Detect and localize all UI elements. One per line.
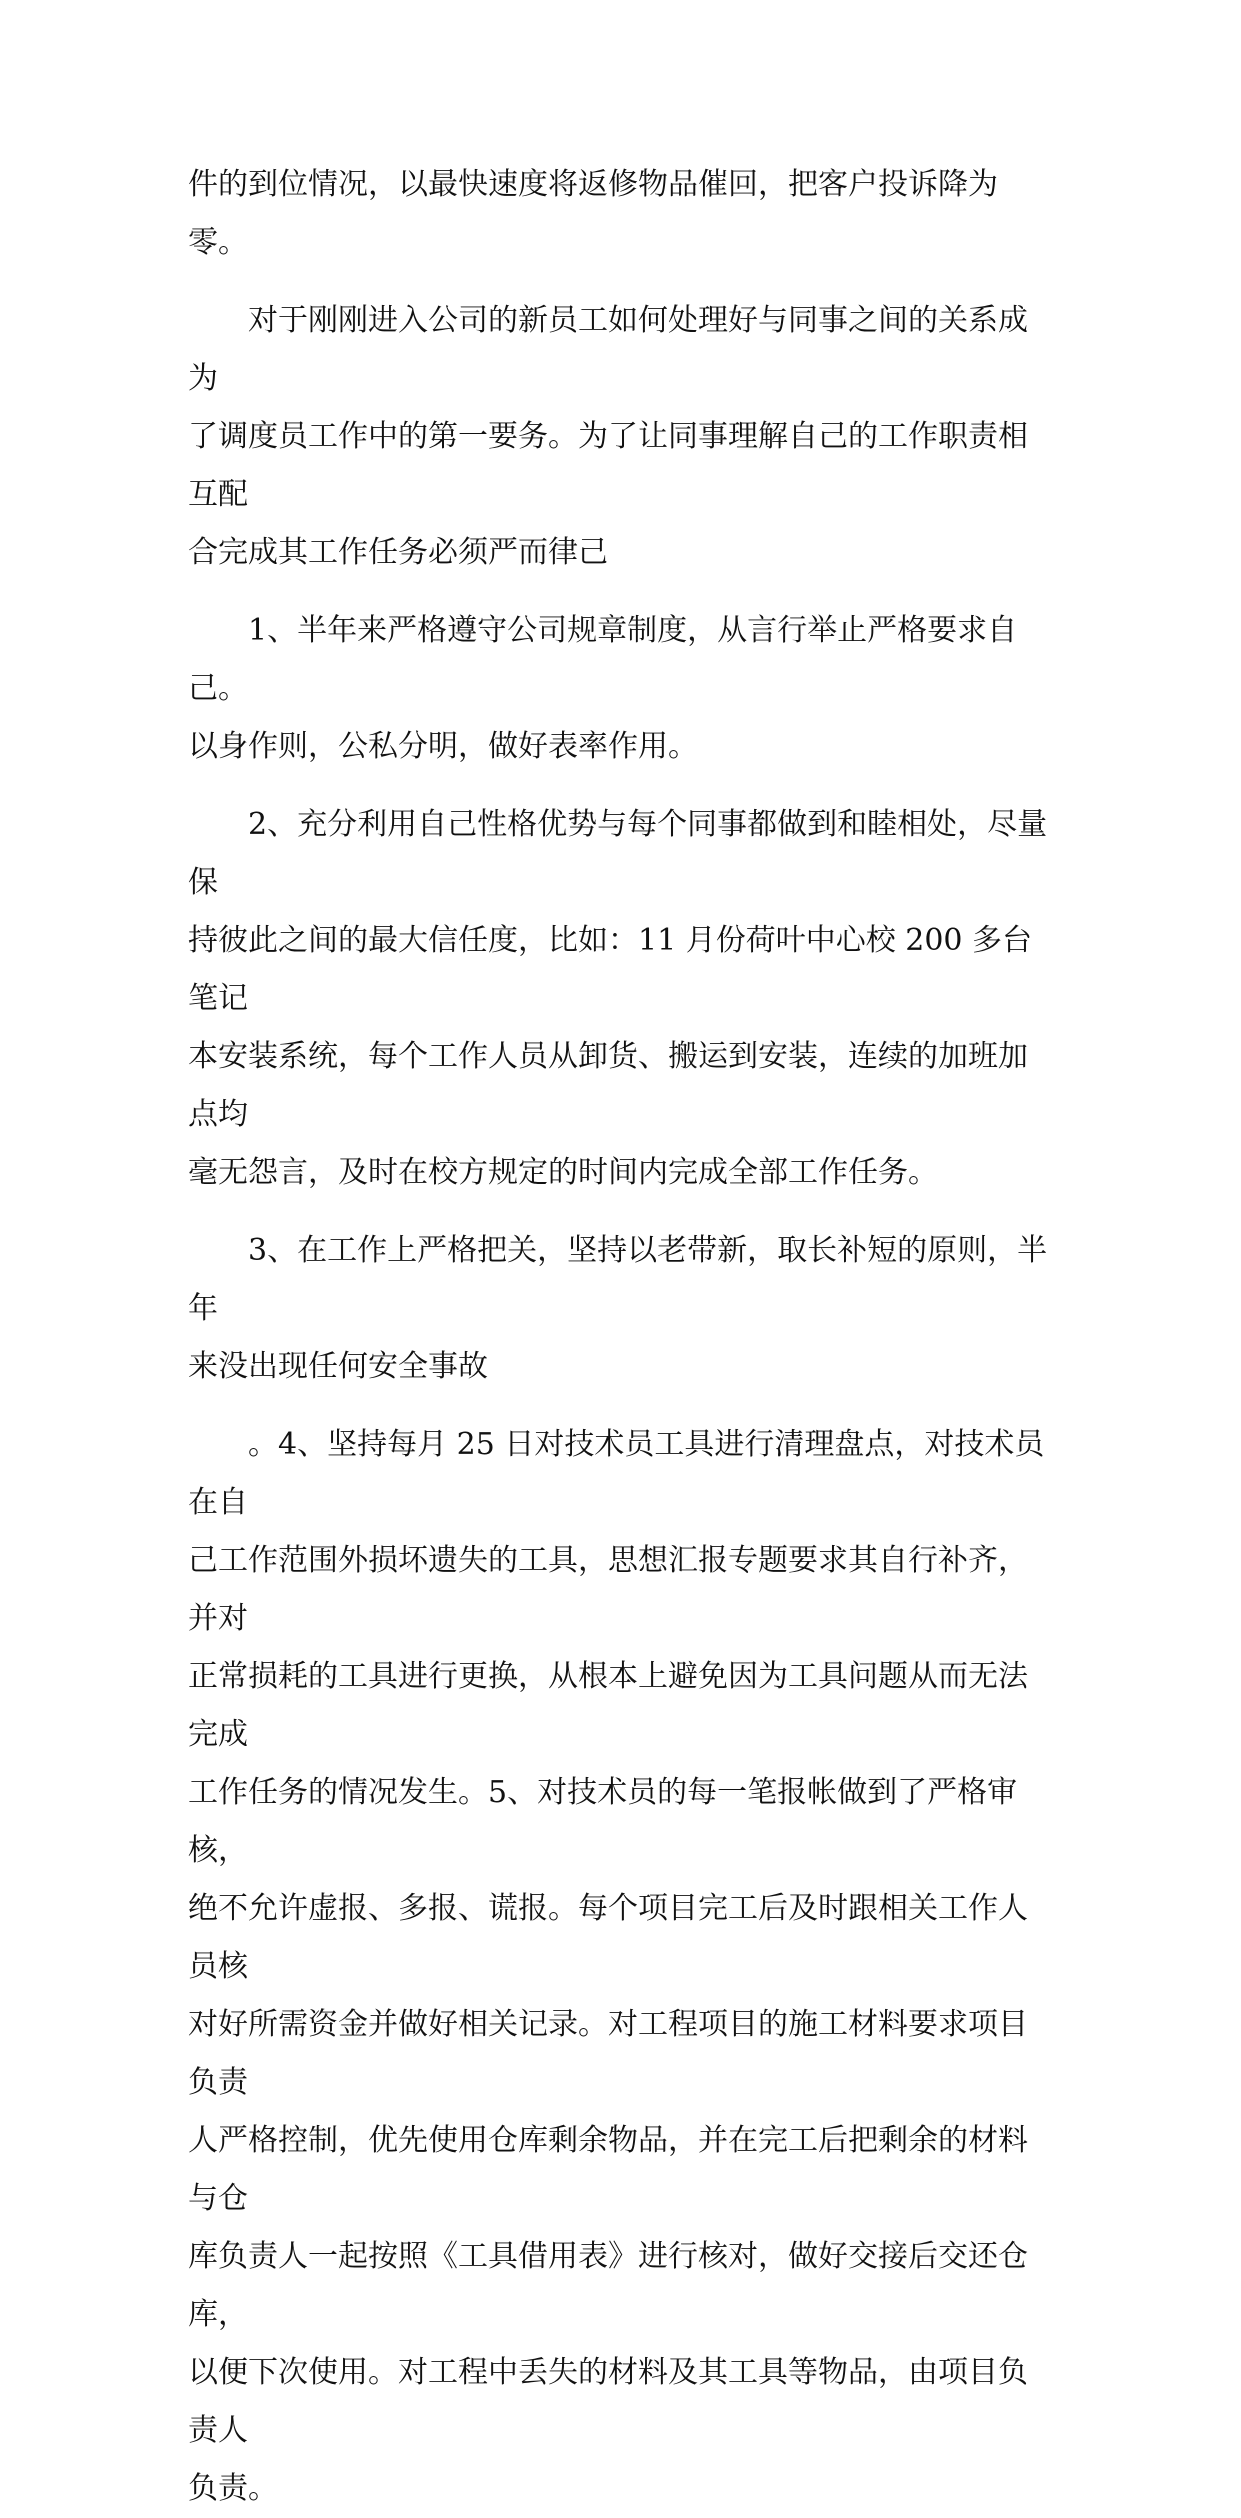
paragraph-point-3: 3、在工作上严格把关，坚持以老带新，取长补短的原则，半年 来没出现任何安全事故 xyxy=(188,1233,1048,1384)
paragraph-point-4-5: 。4、坚持每月 25 日对技术员工具进行清理盘点，对技术员在自 己工作范围外损坏遗失的工具，思想汇报专题要求其自行补齐，并对 正常损耗的工具进行更换，从根本上避免因为工具问题从而无法完成 工作任务的情况发生。5、对技术员的每一笔报帐做到了严格审核， 绝不允许虚报、多报、谎报。每个项目完工后及时跟相关工作人员核 对好所需资金并做好相关记录。对工程项目的施工材料要求项目负责 人严格控制，优先使用仓库剩余物品，并在完工后把剩余的材料与仓 库负责人一起按照《工具借用表》进行核对，做好交接后交还仓库， 以便下次使用。对工程中丢失的材料及其工具等物品，由项目负责人 负责。 xyxy=(188,1427,1045,2506)
paragraph-new-employee-relations: 对于刚刚进入公司的新员工如何处理好与同事之间的关系成为 了调度员工作中的第一要务。为了让同事理解自己的工作职责相互配 合完成其工作任务必须严而律己 xyxy=(188,303,1028,570)
paragraph-point-2: 2、充分利用自己性格优势与每个同事都做到和睦相处，尽量保 持彼此之间的最大信任度，比如：11 月份荷叶中心校 200 多台笔记 本安装系统，每个工作人员从卸货、搬运到安装，连续的加班加点均 毫无怨言，及时在校方规定的时间内完成全部工作任务。 xyxy=(188,807,1048,1190)
paragraph-point-1: 1、半年来严格遵守公司规章制度，从言行举止严格要求自己。 以身作则，公私分明，做好表率作用。 xyxy=(188,613,1018,764)
document-body xyxy=(188,156,1048,2518)
paragraph-continuation: 件的到位情况，以最快速度将返修物品催回，把客户投诉降为零。 xyxy=(188,167,998,260)
